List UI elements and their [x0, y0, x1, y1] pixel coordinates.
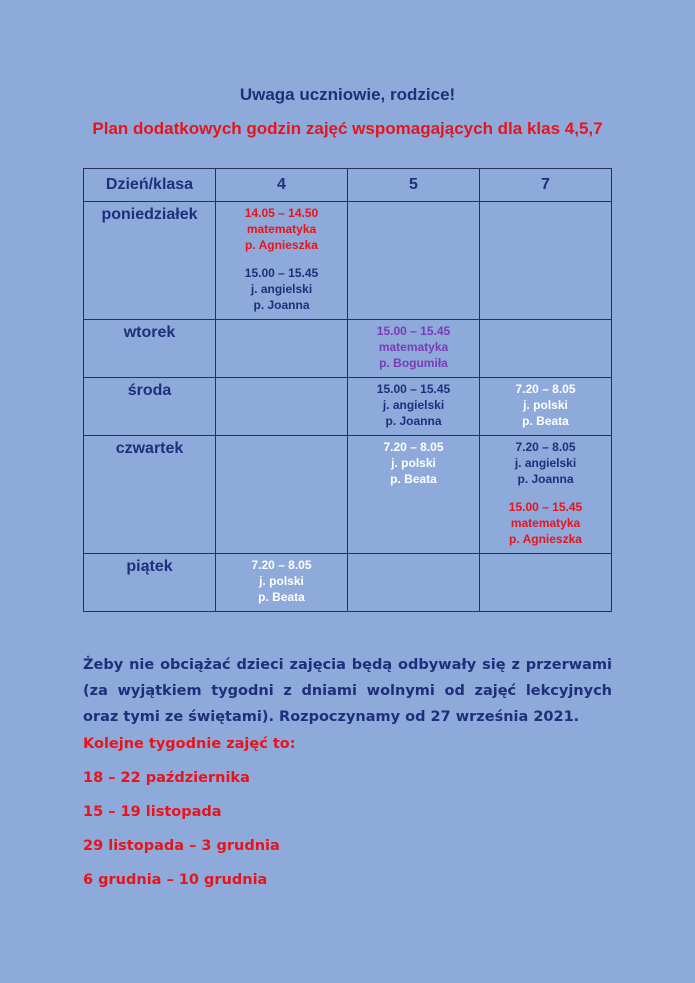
- lesson-time: 15.00 – 15.45: [376, 324, 451, 338]
- class-cell: [216, 378, 348, 436]
- day-cell: poniedziałek: [84, 202, 216, 320]
- week-item: 15 – 19 listopada: [83, 804, 222, 820]
- week-item: 18 – 22 października: [83, 770, 250, 786]
- lesson-subject: j. angielski: [514, 456, 577, 470]
- lesson-slot: [480, 378, 611, 429]
- lesson-time: 15.00 – 15.45: [508, 500, 583, 514]
- lesson-slot: [480, 496, 611, 547]
- class-cell: [216, 202, 348, 320]
- class-cell: [480, 202, 612, 320]
- lesson-time: 15.00 – 15.45: [376, 382, 451, 396]
- lesson-subject: matematyka: [378, 340, 449, 354]
- schedule-table: [83, 168, 612, 612]
- lesson-teacher: p. Joanna: [385, 414, 442, 428]
- lesson-teacher: p. Beata: [390, 472, 437, 486]
- lesson-time: 7.20 – 8.05: [515, 440, 576, 454]
- day-cell: piątek: [84, 554, 216, 612]
- lesson-teacher: p. Joanna: [253, 298, 310, 312]
- weeks-heading: Kolejne tygodnie zajęć to:: [83, 736, 296, 752]
- lesson-time: 14.05 – 14.50: [244, 206, 319, 220]
- week-item: 6 grudnia – 10 grudnia: [83, 872, 268, 888]
- day-cell: czwartek: [84, 436, 216, 554]
- class-cell: [480, 320, 612, 378]
- column-header: 5: [348, 169, 480, 202]
- schedule-note: Żeby nie obciążać dzieci zajęcia będą odbywały się z przerwami (za wyjątkiem tygodni z dniami wolnymi od zajęć lekcyjnych oraz tymi ze świętami). Rozpoczynamy od 27 września 2021.: [83, 657, 612, 725]
- lesson-subject: j. polski: [523, 398, 568, 412]
- lesson-subject: j. polski: [391, 456, 436, 470]
- class-cell: [216, 320, 348, 378]
- lesson-teacher: p. Beata: [258, 590, 305, 604]
- page-subtitle: Plan dodatkowych godzin zajęć wspomagających dla klas 4,5,7: [92, 119, 603, 138]
- lesson-slot: [348, 436, 479, 487]
- week-item: 29 listopada – 3 grudnia: [83, 838, 280, 854]
- table-header-row: [84, 169, 612, 202]
- class-cell: [216, 436, 348, 554]
- lesson-time: 7.20 – 8.05: [251, 558, 312, 572]
- table-row: [84, 378, 612, 436]
- day-cell: wtorek: [84, 320, 216, 378]
- lesson-slot: [216, 554, 347, 605]
- table-row: [84, 436, 612, 554]
- lesson-slot: [216, 262, 347, 313]
- lesson-teacher: p. Agnieszka: [245, 238, 318, 252]
- class-cell: [480, 378, 612, 436]
- class-cell: [480, 554, 612, 612]
- lesson-slot: [348, 320, 479, 371]
- lesson-subject: matematyka: [510, 516, 581, 530]
- lesson-subject: matematyka: [246, 222, 317, 236]
- column-header: Dzień/klasa: [84, 169, 216, 202]
- column-header: 4: [216, 169, 348, 202]
- page-title: Uwaga uczniowie, rodzice!: [239, 85, 456, 104]
- column-header: 7: [480, 169, 612, 202]
- lesson-subject: j. polski: [259, 574, 304, 588]
- lesson-teacher: p. Bogumiła: [379, 356, 448, 370]
- class-cell: [348, 320, 480, 378]
- class-cell: [480, 436, 612, 554]
- day-cell: środa: [84, 378, 216, 436]
- lesson-time: 7.20 – 8.05: [383, 440, 444, 454]
- lesson-time: 7.20 – 8.05: [515, 382, 576, 396]
- class-cell: [348, 202, 480, 320]
- lesson-teacher: p. Agnieszka: [509, 532, 582, 546]
- lesson-subject: j. angielski: [382, 398, 445, 412]
- class-cell: [348, 554, 480, 612]
- class-cell: [216, 554, 348, 612]
- lesson-slot: [216, 202, 347, 253]
- table-row: [84, 320, 612, 378]
- class-cell: [348, 436, 480, 554]
- lesson-teacher: p. Beata: [522, 414, 569, 428]
- lesson-slot: [348, 378, 479, 429]
- table-row: [84, 202, 612, 320]
- class-cell: [348, 378, 480, 436]
- table-row: [84, 554, 612, 612]
- lesson-subject: j. angielski: [250, 282, 313, 296]
- lesson-teacher: p. Joanna: [517, 472, 574, 486]
- lesson-slot: [480, 436, 611, 487]
- lesson-time: 15.00 – 15.45: [244, 266, 319, 280]
